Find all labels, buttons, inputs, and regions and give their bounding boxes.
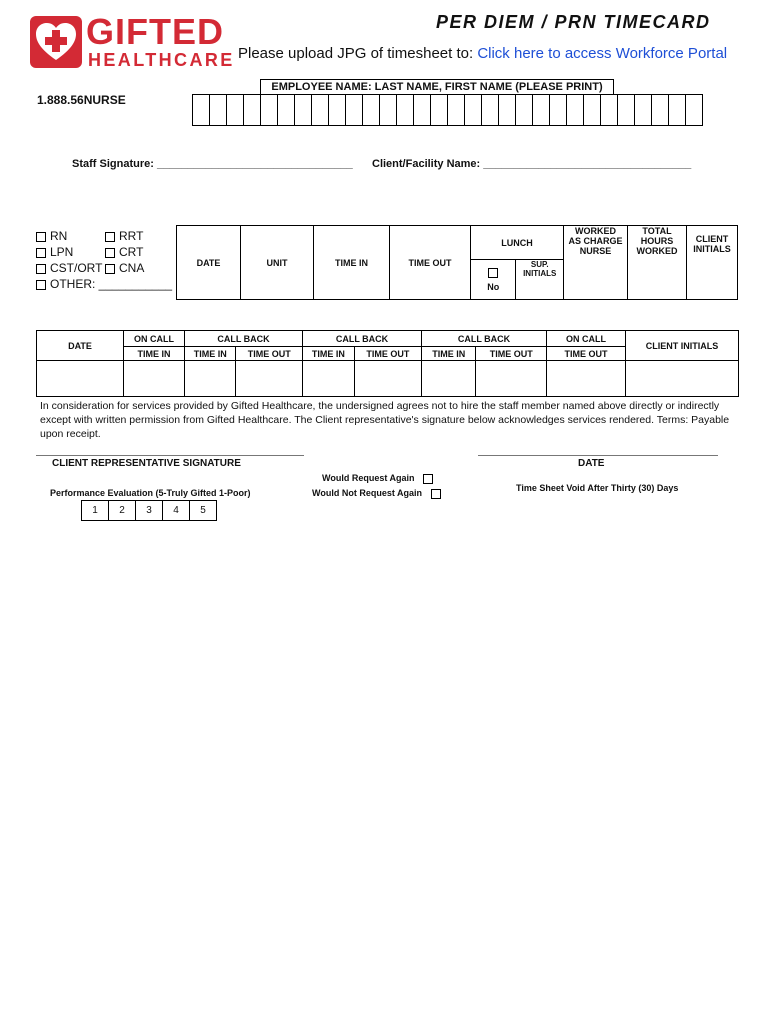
name-box[interactable] xyxy=(601,95,618,126)
brand-subname: HEALTHCARE xyxy=(88,50,235,70)
upload-text: Please upload JPG of timesheet to: xyxy=(238,45,478,62)
client-signature-line[interactable] xyxy=(36,455,304,456)
name-box[interactable] xyxy=(686,95,703,126)
name-box[interactable] xyxy=(346,95,363,126)
col-on-call: ON CALL xyxy=(124,331,185,347)
employee-name-grid[interactable] xyxy=(192,94,703,126)
name-box[interactable] xyxy=(499,95,516,126)
call-table xyxy=(36,330,739,397)
name-box[interactable] xyxy=(210,95,227,126)
col-date: DATE xyxy=(37,331,124,361)
page-title: PER DIEM / PRN TIMECARD xyxy=(436,12,711,32)
role-cna[interactable]: CNA xyxy=(105,260,144,276)
checkbox-icon[interactable] xyxy=(36,232,46,242)
name-box[interactable] xyxy=(533,95,550,126)
name-box[interactable] xyxy=(652,95,669,126)
role-other[interactable]: OTHER: ___________ xyxy=(36,276,172,292)
entry-cell[interactable] xyxy=(626,361,739,397)
name-box[interactable] xyxy=(261,95,278,126)
col-date: DATE xyxy=(177,226,241,300)
rating-option[interactable]: 3 xyxy=(136,501,163,521)
shift-table xyxy=(176,225,738,300)
lunch-no-cell[interactable]: No xyxy=(471,260,516,300)
sub-time-in: TIME IN xyxy=(422,347,476,361)
checkbox-icon[interactable] xyxy=(36,264,46,274)
name-box[interactable] xyxy=(227,95,244,126)
name-box[interactable] xyxy=(567,95,584,126)
entry-cell[interactable] xyxy=(37,361,124,397)
entry-cell[interactable] xyxy=(422,361,476,397)
terms-text: In consideration for services provided by Gifted Healthcare, the undersigned agrees not to hire the staff member named above directly or indirectly except with written permission from Gifted Healthcare. The Client representative's signature below acknowledges services rendered. Terms: Payable upon receipt. xyxy=(40,400,730,440)
date-line[interactable] xyxy=(478,455,718,456)
brand-heart-cross-icon xyxy=(30,16,82,68)
name-box[interactable] xyxy=(380,95,397,126)
employee-name-label: EMPLOYEE NAME: LAST NAME, FIRST NAME (PLEASE PRINT) xyxy=(260,79,614,95)
role-cst-ort[interactable]: CST/ORT xyxy=(36,260,172,276)
sub-time-out: TIME OUT xyxy=(236,347,303,361)
name-box[interactable] xyxy=(550,95,567,126)
entry-cell[interactable] xyxy=(185,361,236,397)
name-box[interactable] xyxy=(584,95,601,126)
name-box[interactable] xyxy=(516,95,533,126)
entry-cell[interactable] xyxy=(236,361,303,397)
entry-cell[interactable] xyxy=(124,361,185,397)
brand-name: GIFTED xyxy=(86,11,224,52)
checkbox-icon[interactable] xyxy=(488,268,498,278)
name-box[interactable] xyxy=(482,95,499,126)
name-box[interactable] xyxy=(431,95,448,126)
name-box[interactable] xyxy=(414,95,431,126)
performance-eval-label: Performance Evaluation (5-Truly Gifted 1-Poor) xyxy=(50,488,251,498)
sub-time-out: TIME OUT xyxy=(354,347,421,361)
name-box[interactable] xyxy=(278,95,295,126)
role-crt[interactable]: CRT xyxy=(105,244,144,260)
sub-time-in: TIME IN xyxy=(185,347,236,361)
name-box[interactable] xyxy=(397,95,414,126)
phone-number: 1.888.56NURSE xyxy=(37,93,126,107)
sub-time-out: TIME OUT xyxy=(547,347,626,361)
checkbox-icon[interactable] xyxy=(431,489,441,499)
checkbox-icon[interactable] xyxy=(105,232,115,242)
name-box[interactable] xyxy=(448,95,465,126)
client-facility-field[interactable]: Client/Facility Name: __________________________________ xyxy=(372,158,692,170)
would-not-request-option[interactable]: Would Not Request Again xyxy=(312,488,445,499)
upload-instruction xyxy=(238,45,727,62)
col-unit: UNIT xyxy=(241,226,314,300)
col-call-back-3: CALL BACK xyxy=(422,331,547,347)
role-options-right xyxy=(105,228,144,276)
name-box[interactable] xyxy=(193,95,210,126)
col-client-initials: CLIENT INITIALS xyxy=(687,226,738,300)
name-box[interactable] xyxy=(363,95,380,126)
sub-time-out: TIME OUT xyxy=(476,347,547,361)
staff-signature-field[interactable]: Staff Signature: ________________________________ xyxy=(72,158,353,170)
name-box[interactable] xyxy=(312,95,329,126)
name-box[interactable] xyxy=(618,95,635,126)
name-box[interactable] xyxy=(329,95,346,126)
name-box[interactable] xyxy=(635,95,652,126)
role-rn[interactable]: RN xyxy=(36,228,172,244)
role-rrt[interactable]: RRT xyxy=(105,228,144,244)
col-call-back-1: CALL BACK xyxy=(185,331,303,347)
col-lunch: LUNCH xyxy=(471,226,564,260)
rating-option[interactable]: 4 xyxy=(163,501,190,521)
rating-option[interactable]: 2 xyxy=(109,501,136,521)
checkbox-icon[interactable] xyxy=(423,474,433,484)
name-box[interactable] xyxy=(244,95,261,126)
role-lpn[interactable]: LPN xyxy=(36,244,172,260)
col-time-in: TIME IN xyxy=(314,226,390,300)
client-rep-label: CLIENT REPRESENTATIVE SIGNATURE xyxy=(52,458,241,469)
col-call-back-2: CALL BACK xyxy=(303,331,422,347)
rating-scale xyxy=(81,500,217,521)
col-client-initials: CLIENT INITIALS xyxy=(626,331,739,361)
entry-cell[interactable] xyxy=(354,361,421,397)
workforce-portal-link[interactable]: Click here to access Workforce Portal xyxy=(477,45,728,62)
entry-cell[interactable] xyxy=(476,361,547,397)
col-worked-charge: WORKED AS CHARGE NURSE xyxy=(564,226,628,300)
rating-option[interactable]: 5 xyxy=(190,501,217,521)
name-box[interactable] xyxy=(465,95,482,126)
name-box[interactable] xyxy=(669,95,686,126)
checkbox-icon[interactable] xyxy=(36,280,46,290)
checkbox-icon[interactable] xyxy=(105,248,115,258)
col-total-hours: TOTAL HOURS WORKED xyxy=(628,226,687,300)
sub-time-in: TIME IN xyxy=(303,347,355,361)
would-request-option[interactable]: Would Request Again xyxy=(322,473,437,484)
sup-initials-cell: SUP. INITIALS xyxy=(516,260,564,300)
name-box[interactable] xyxy=(295,95,312,126)
col-on-call-out: ON CALL xyxy=(547,331,626,347)
checkbox-icon[interactable] xyxy=(105,264,115,274)
col-time-out: TIME OUT xyxy=(390,226,471,300)
checkbox-icon[interactable] xyxy=(36,248,46,258)
entry-cell[interactable] xyxy=(547,361,626,397)
date-label: DATE xyxy=(578,458,605,469)
void-note: Time Sheet Void After Thirty (30) Days xyxy=(516,483,679,493)
rating-option[interactable]: 1 xyxy=(82,501,109,521)
entry-cell[interactable] xyxy=(303,361,355,397)
sub-time-in: TIME IN xyxy=(124,347,185,361)
